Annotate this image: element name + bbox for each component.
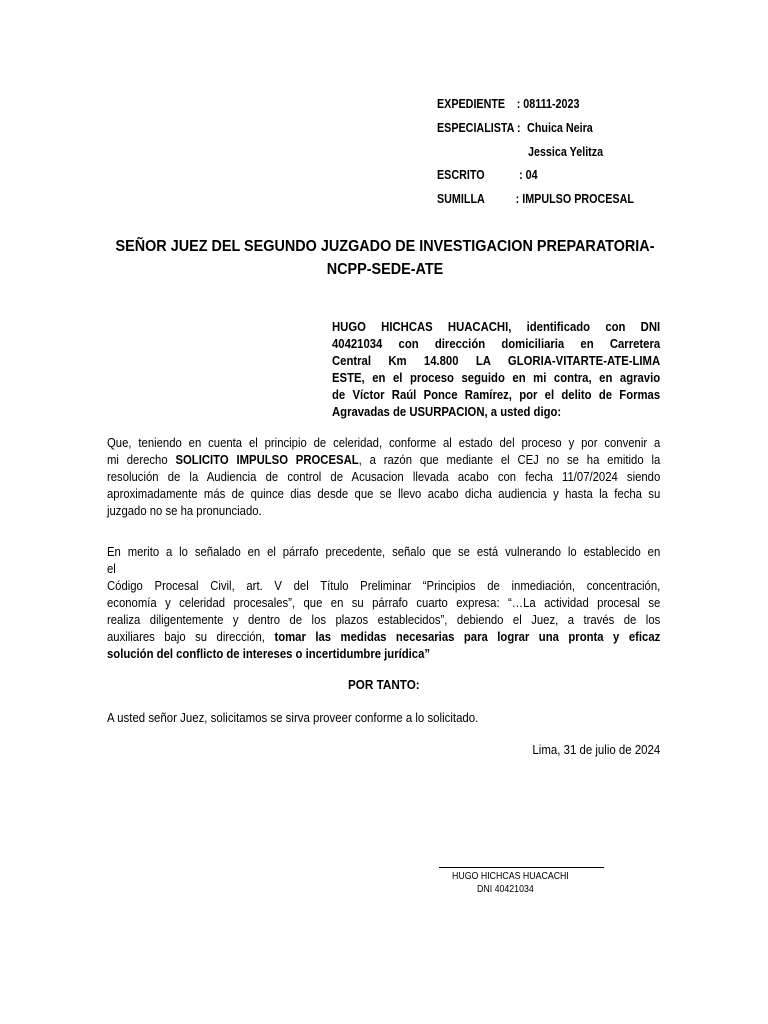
closing-sentence: A usted señor Juez, solicitamos se sirva proveer conforme a lo solicitado. [107,710,479,725]
expediente-label: EXPEDIENTE [437,97,506,111]
paragraph-line [107,645,660,662]
paragraph-line: realiza diligentemente y dentro de los plazos establecidos”, debiendo el Juez, a través de los [107,612,661,627]
paragraph-line: el [107,561,116,576]
party-line: HUGO HICHCAS HUACACHI, identificado con DNI [332,319,661,334]
signer-dni: DNI 40421034 [477,884,534,895]
legal-basis-paragraph [107,543,660,662]
signer-name: HUGO HICHCAS HUACACHI [452,871,569,882]
paragraph-line: resolución de la Audiencia de control de Acusacion llevada acabo con fecha 11/07/2024 siendo [107,469,661,484]
especialista-row [437,121,593,135]
paragraph-line: En merito a lo señalado en el párrafo precedente, señalo que se está vulnerando lo establecido en [107,544,661,559]
paragraph-line: mi derecho SOLICITO IMPULSO PROCESAL, a razón que mediante el CEJ no se ha emitido la [107,452,661,467]
por-tanto-heading: POR TANTO: [348,677,420,692]
especialista-value-1: Chuica Neira [527,121,593,135]
expediente-row [437,97,579,111]
escrito-value: : 04 [519,168,538,182]
sumilla-row [437,192,634,206]
paragraph-line: auxiliares bajo su dirección, tomar las medidas necesarias para lograr una pronta y eficaz [107,629,661,644]
party-line: ESTE, en el proceso seguido en mi contra, en agravio [332,370,661,385]
request-paragraph [107,434,660,519]
quoted-highlight: tomar las medidas necesarias para lograr una pronta y eficaz [274,629,661,644]
paragraph-line: Que, teniendo en cuenta el principio de celeridad, conforme al estado del proceso y por convenir a [107,435,661,450]
title-line-2: NCPP-SEDE-ATE [326,261,444,278]
party-line: Agravadas de USURPACION, a usted digo: [332,404,562,419]
sumilla-value: : IMPULSO PROCESAL [515,192,634,206]
document-title [60,235,710,281]
signature-line [439,867,604,868]
especialista-row-2 [528,145,603,159]
place-date: Lima, 31 de julio de 2024 [532,742,660,757]
title-line-1: SEÑOR JUEZ DEL SEGUNDO JUZGADO DE INVESTIGACION PREPARATORIA- [115,238,655,255]
paragraph-line: Código Procesal Civil, art. V del Título Preliminar “Principios de inmediación, concentración, [107,578,661,593]
party-line: Central Km 14.800 LA GLORIA-VITARTE-ATE-LIMA [332,353,661,368]
sumilla-label: SUMILLA [437,192,485,206]
quoted-highlight: solución del conflicto de intereses o incertidumbre jurídica” [107,646,431,661]
paragraph-line: juzgado no se ha pronunciado. [107,503,262,518]
paragraph-line: aproximadamente más de quince dias desde que se llevo acabo dicha audiencia y hasta la fecha su [107,486,661,501]
escrito-label: ESCRITO [437,168,485,182]
paragraph-line: economía y celeridad procesales”, que en su párrafo cuarto expresa: “…La actividad procesal se [107,595,661,610]
request-highlight: SOLICITO IMPULSO PROCESAL [175,452,359,467]
especialista-label: ESPECIALISTA : [437,121,521,135]
escrito-row [437,168,538,182]
party-line: 40421034 con dirección domiciliaria en Carretera [332,336,661,351]
especialista-value-2: Jessica Yelitza [528,145,604,159]
party-line: de Víctor Raúl Ponce Ramírez, por el delito de Formas [332,387,661,402]
party-identification [332,318,660,420]
expediente-value: : 08111-2023 [516,97,580,111]
